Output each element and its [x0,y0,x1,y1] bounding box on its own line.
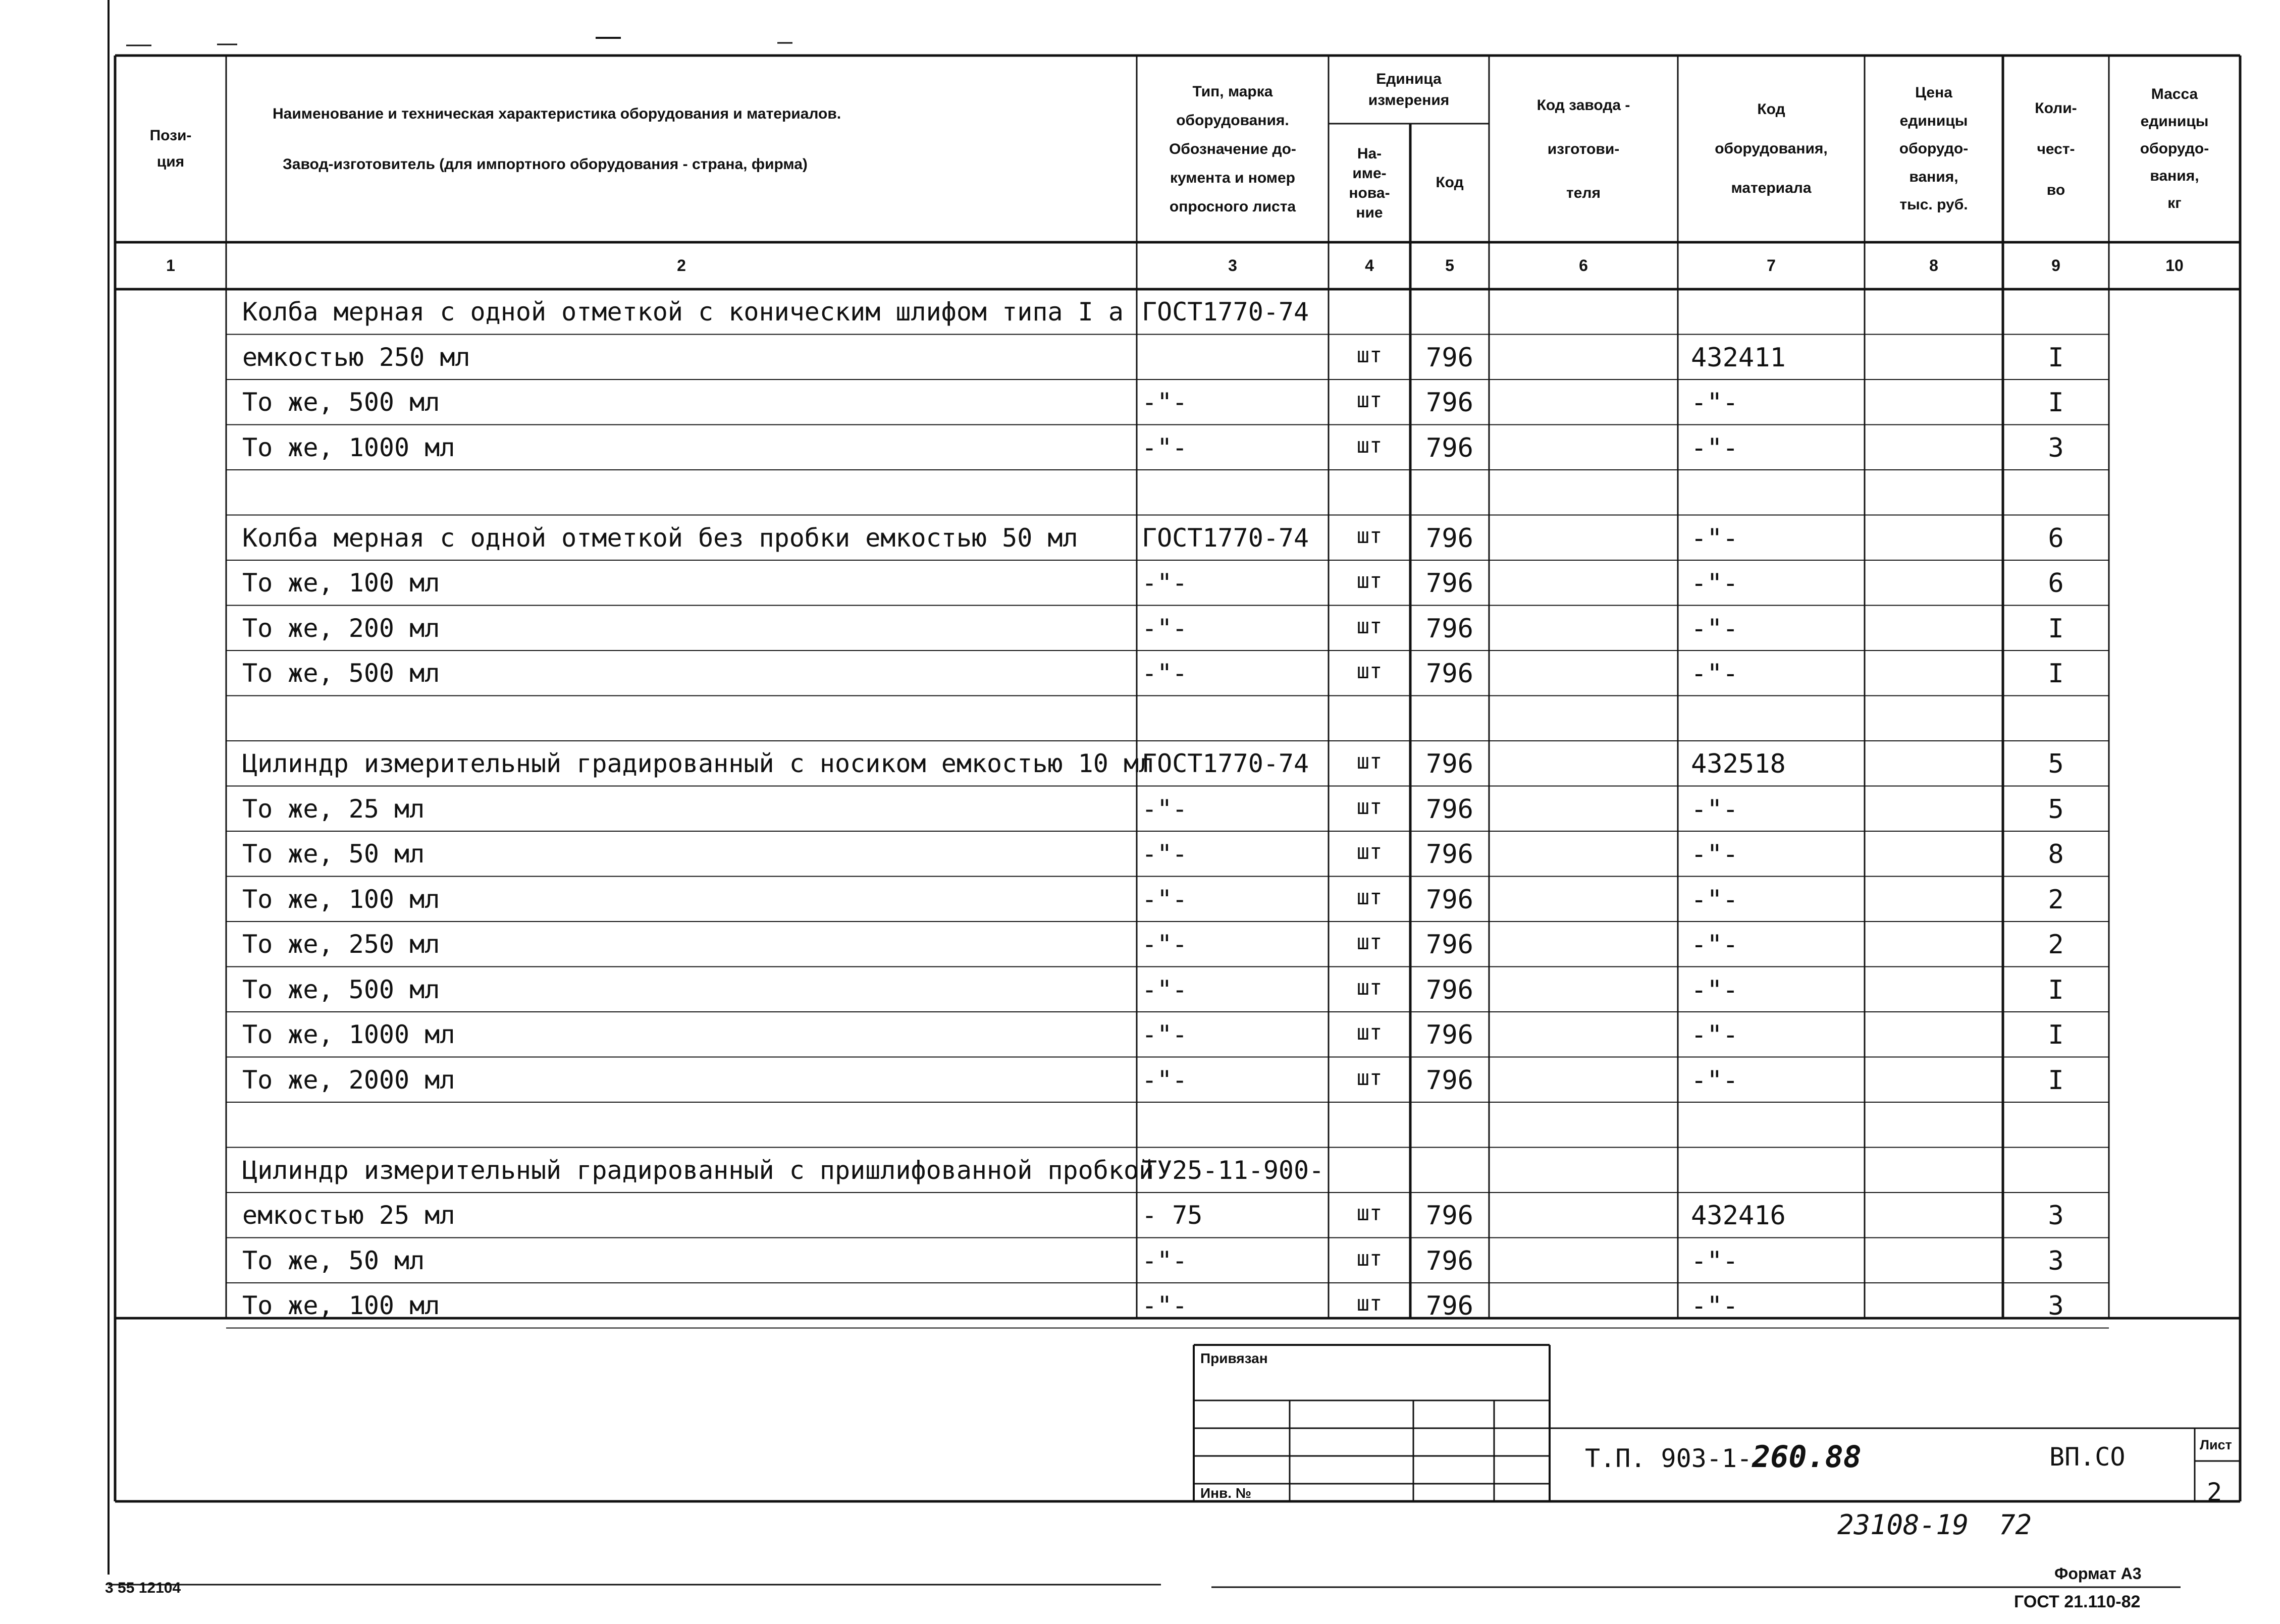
row-unit-code: 796 [1426,659,1473,689]
row-unit-code: 796 [1426,342,1473,373]
row-material-code: 432411 [1691,342,1786,373]
column-number: 4 [1365,256,1374,275]
row-type: -"- [1142,568,1188,598]
row-unit-code: 796 [1426,568,1473,599]
row-unit-code: 796 [1426,884,1473,915]
column-number: 6 [1579,256,1588,275]
row-name: То же, 100 мл [242,1291,440,1320]
row-unit: шт [1356,523,1383,548]
row-unit-code: 796 [1426,839,1473,870]
row-unit: шт [1356,1291,1383,1316]
row-material-code: -"- [1691,930,1738,960]
row-unit-code: 796 [1426,1291,1473,1321]
row-unit-code: 796 [1426,975,1473,1005]
row-unit: шт [1356,839,1383,864]
row-material-code: 432416 [1691,1201,1786,1231]
row-quantity: 2 [2048,884,2064,915]
row-type: -"- [1142,930,1188,959]
row-quantity: 6 [2048,568,2064,599]
row-name: То же, 1000 мл [242,1020,455,1049]
row-quantity: 3 [2048,1246,2064,1276]
row-name: То же, 500 мл [242,388,440,417]
row-unit-code: 796 [1426,388,1473,418]
row-unit-code: 796 [1426,1020,1473,1050]
row-quantity: 8 [2048,839,2064,870]
row-name: То же, 100 мл [242,568,440,598]
column-number: 10 [2165,256,2184,275]
row-unit: шт [1356,1246,1383,1271]
row-name: Цилиндр измерительный градированный с пришлифованной пробкой [242,1155,1154,1185]
row-unit-code: 796 [1426,749,1473,779]
row-name: Цилиндр измерительный градированный с носиком емкостью 10 мл [242,749,1154,778]
row-name: емкостью 250 мл [242,342,470,372]
row-unit-code: 796 [1426,794,1473,825]
row-material-code: -"- [1691,432,1738,463]
header-unit-name: На- име- нова- ние [1349,145,1390,221]
row-quantity: 3 [2048,1291,2064,1321]
row-unit: шт [1356,613,1383,638]
header-quantity: Коли- чест- во [2035,99,2077,198]
row-unit: шт [1356,884,1383,909]
row-type: -"- [1142,1020,1188,1049]
row-quantity: I [2048,1065,2064,1096]
row-name: То же, 2000 мл [242,1065,455,1095]
row-material-code: -"- [1691,1065,1738,1096]
row-type: -"- [1142,1065,1188,1095]
row-unit-code: 796 [1426,1065,1473,1096]
row-material-code: -"- [1691,1020,1738,1050]
row-type: -"- [1142,839,1188,869]
row-name: Колба мерная с одной отметкой с коническим шлифом типа I а [242,297,1124,327]
row-unit: шт [1356,659,1383,683]
column-number: 1 [166,256,175,275]
row-unit: шт [1356,794,1383,819]
row-unit-code: 796 [1426,613,1473,644]
left-archive-code: 3 55 12104 [105,1580,181,1596]
row-quantity: I [2048,342,2064,373]
row-type: ГОСТ1770-74 [1142,749,1309,778]
row-quantity: 2 [2048,930,2064,960]
row-quantity: I [2048,613,2064,644]
row-type: ГОСТ1770-74 [1142,297,1309,327]
row-type: -"- [1142,613,1188,643]
row-unit: шт [1356,432,1383,458]
row-name: То же, 50 мл [242,1246,425,1275]
header-position: Пози- ция [149,127,192,170]
header-type: Тип, марка оборудования. Обозначение до- кумента и номер опросного листа [1169,83,1296,215]
row-type: - 75 [1142,1201,1203,1230]
column-number: 9 [2051,256,2060,275]
row-material-code: -"- [1691,839,1738,870]
header-price: Цена единицы оборудо- вания, тыс. руб. [1899,84,1969,213]
row-unit: шт [1356,388,1383,412]
header-name-line1: Наименование и техническая характеристика оборудования и материалов. [273,105,841,122]
column-number: 3 [1228,256,1237,275]
row-material-code: -"- [1691,1246,1738,1276]
row-quantity: I [2048,1020,2064,1050]
document-code-handwritten: 260.88 [1752,1439,1862,1475]
column-number: 5 [1445,256,1454,275]
row-type: -"- [1142,975,1188,1004]
document-code-prefix: Т.П. 903-1- [1585,1444,1753,1473]
row-material-code: -"- [1691,884,1738,915]
sheet-number: 2 [2207,1478,2222,1507]
row-type: -"- [1142,659,1188,688]
row-quantity: 3 [2048,1201,2064,1231]
row-material-code: -"- [1691,388,1738,418]
header-unit-group: Единица измерения [1368,70,1450,109]
row-type: -"- [1142,388,1188,417]
archive-stamp: 23108-19 [1837,1509,1969,1541]
format-label: Формат А3 [2054,1564,2142,1583]
column-number: 7 [1767,256,1776,275]
inventory-number-label: Инв. № [1200,1485,1252,1501]
row-quantity: 6 [2048,523,2064,554]
column-number: 8 [1929,256,1938,275]
row-unit-code: 796 [1426,432,1473,463]
header-name-line2: Завод-изготовитель (для импортного оборудования - страна, фирма) [283,156,808,173]
row-quantity: I [2048,388,2064,418]
row-material-code: -"- [1691,1291,1738,1321]
header-unit-code: Код [1436,174,1464,191]
row-name: Колба мерная с одной отметкой без пробки емкостью 50 мл [242,523,1078,553]
header-material-code: Код оборудования, материала [1715,101,1828,196]
header-plant-code: Код завода - изготови- теля [1536,96,1630,201]
document-code [1585,1439,1862,1475]
row-name: То же, 500 мл [242,659,440,688]
row-unit-code: 796 [1426,1201,1473,1231]
row-type: -"- [1142,884,1188,914]
row-name: То же, 200 мл [242,613,440,643]
sheet-mark: ВП.СО [2049,1442,2126,1472]
row-unit: шт [1356,930,1383,954]
row-quantity: 3 [2048,432,2064,463]
row-unit: шт [1356,1020,1383,1045]
column-number: 2 [677,256,686,275]
row-type: ГОСТ1770-74 [1142,523,1309,553]
gost-label: ГОСТ 21.110-82 [2014,1592,2141,1611]
row-unit-code: 796 [1426,523,1473,554]
row-material-code: -"- [1691,794,1738,825]
row-quantity: 5 [2048,749,2064,779]
privyazan-label: Привязан [1200,1350,1268,1366]
row-unit-code: 796 [1426,930,1473,960]
row-quantity: I [2048,659,2064,689]
row-name: емкостью 25 мл [242,1201,455,1230]
archive-stamp-page: 72 [1999,1509,2032,1541]
row-unit: шт [1356,568,1383,593]
row-type: -"- [1142,1246,1188,1275]
row-name: То же, 25 мл [242,794,425,824]
row-name: То же, 250 мл [242,930,440,959]
row-type: -"- [1142,794,1188,824]
row-material-code: -"- [1691,613,1738,644]
row-name: То же, 500 мл [242,975,440,1004]
row-name: То же, 50 мл [242,839,425,869]
row-material-code: -"- [1691,568,1738,599]
row-name: То же, 100 мл [242,884,440,914]
row-material-code: -"- [1691,975,1738,1005]
row-material-code: 432518 [1691,749,1786,779]
row-type: ТУ25-11-900- [1142,1155,1324,1185]
row-type: -"- [1142,1291,1188,1320]
row-unit: шт [1356,1065,1383,1090]
row-name: То же, 1000 мл [242,432,455,462]
row-unit: шт [1356,1201,1383,1225]
row-quantity: 5 [2048,794,2064,825]
row-unit: шт [1356,749,1383,774]
row-unit-code: 796 [1426,1246,1473,1276]
row-material-code: -"- [1691,659,1738,689]
row-type: -"- [1142,432,1188,462]
row-unit: шт [1356,975,1383,1000]
header-mass: Масса единицы оборудо- вания, кг [2140,86,2209,211]
sheet-label: Лист [2200,1437,2232,1452]
row-quantity: I [2048,975,2064,1005]
row-material-code: -"- [1691,523,1738,554]
row-unit: шт [1356,342,1383,367]
